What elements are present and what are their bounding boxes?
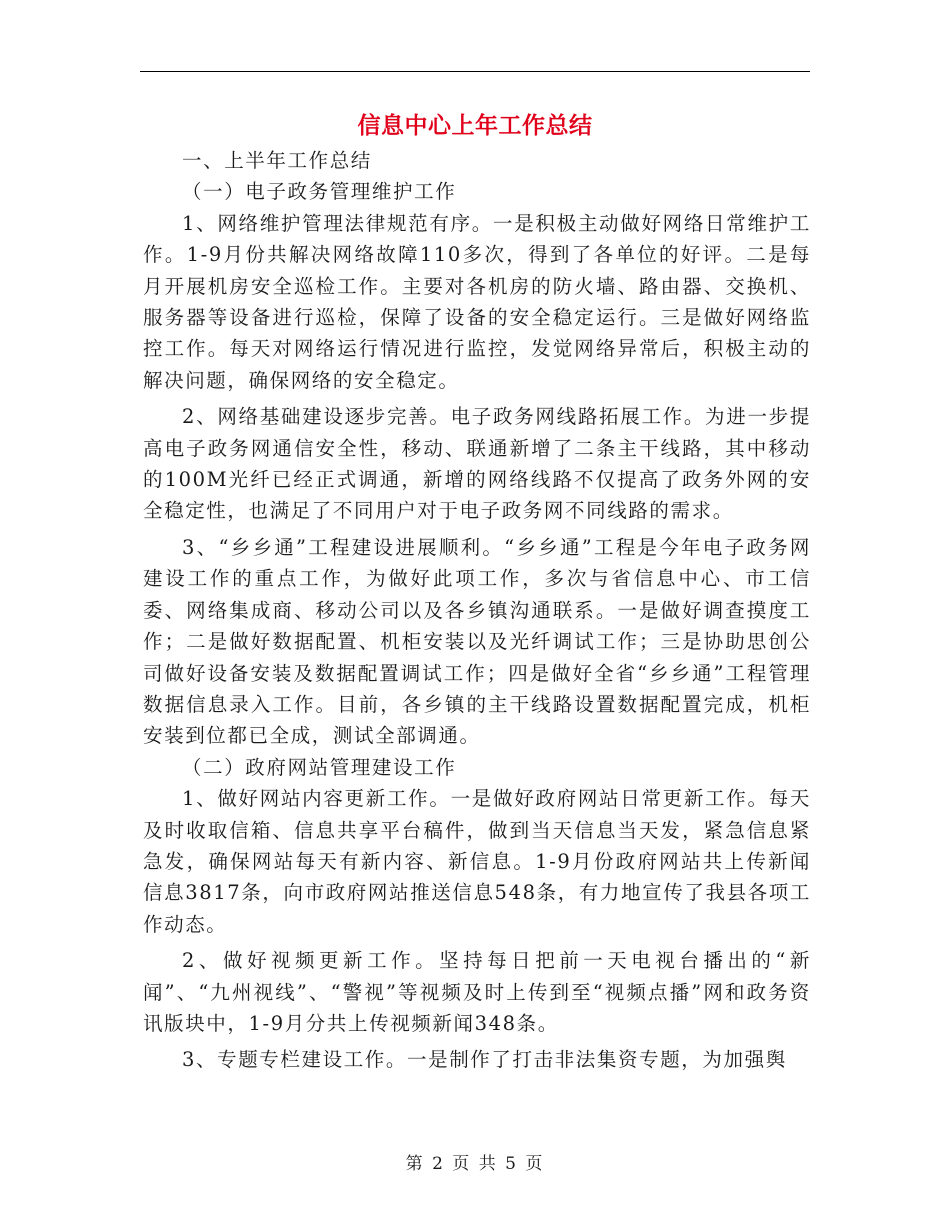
paragraph: 3、专题专栏建设工作。一是制作了打击非法集资专题，为加强舆 [182,1048,787,1072]
paragraph: 3、“乡乡通”工程建设进展顺利。“乡乡通”工程是今年电子政务网建设工作的重点工作，为做好此项工作，多次与省信息中心、市工信委、网络集成商、移动公司以及各乡镇沟通联系。一是做好调查摸度工作；二是做好数据配置、机柜安装以及光纤调试工作；三是协助思创公司做好设备安装及数据配置调试工作；四是做好全省“乡乡通”工程管理数据信息录入工作。目前，各乡镇的主干线路设置数据配置完成，机柜安装到位都已全成，测试全部调通。 [143,535,811,748]
subsection-heading: （一）电子政务管理维护工作 [182,180,457,204]
paragraph: 2、网络基础建设逐步完善。电子政务网线路拓展工作。为进一步提高电子政务网通信安全性，移动、联通新增了二条主干线路，其中移动的100M光纤已经正式调通，新增的网络线路不仅提高了政务外网的安全稳定性，也满足了不同用户对于电子政务网不同线路的需求。 [143,405,811,523]
document-body [143,145,811,1076]
paragraph: 2、做好视频更新工作。坚持每日把前一天电视台播出的“新闻”、“九州视线”、“警视”等视频及时上传到至“视频点播”网和政务资讯版块中，1-9月分共上传视频新闻348条。 [143,949,811,1035]
subsection-heading: （二）政府网站管理建设工作 [182,755,457,779]
section-heading: 一、上半年工作总结 [182,149,372,172]
paragraph: 1、做好网站内容更新工作。一是做好政府网站日常更新工作。每天及时收取信箱、信息共享平台稿件，做到当天信息当天发，紧急信息紧急发，确保网站每天有新内容、新信息。1-9月份政府网站共上传新闻信息3817条，向市政府网站推送信息548条，有力地宣传了我县各项工作动态。 [143,787,811,936]
document-title: 信息中心上年工作总结 [357,112,593,139]
page-number-footer: 第 2 页 共 5 页 [405,1154,545,1174]
header-rule [140,71,810,72]
paragraph: 1、网络维护管理法律规范有序。一是积极主动做好网络日常维护工作。1-9月份共解决网络故障110多次，得到了各单位的好评。二是每月开展机房安全巡检工作。主要对各机房的防火墙、路由器、交换机、服务器等设备进行巡检，保障了设备的安全稳定运行。三是做好网络监控工作。每天对网络运行情况进行监控，发觉网络异常后，积极主动的解决问题，确保网络的安全稳定。 [143,211,811,392]
